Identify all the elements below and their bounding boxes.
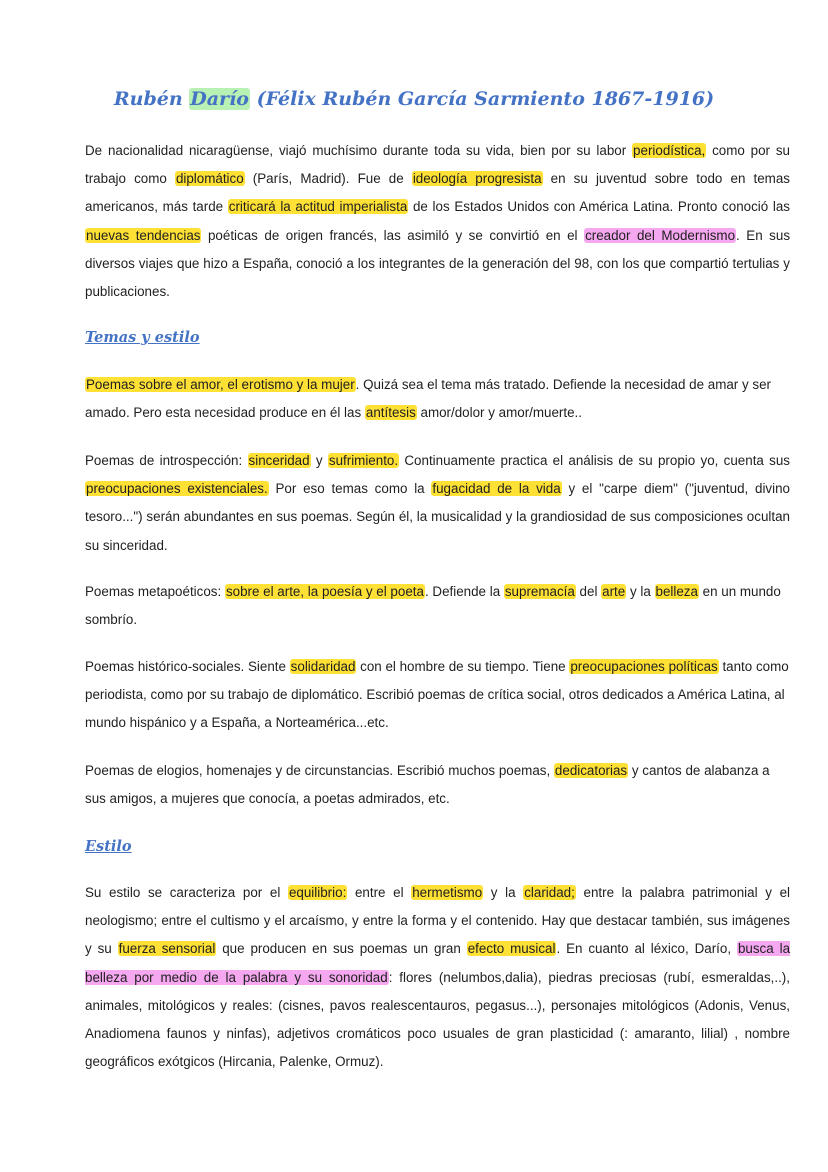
- highlight-arte: arte: [602, 584, 626, 599]
- title-highlight-dario: Darío: [190, 88, 249, 110]
- text-run: que producen en sus poemas un gran: [216, 941, 467, 957]
- text-run: como por su trabajo como: [85, 143, 790, 187]
- text-run: . En sus diversos viajes que hizo a España, conoció a los integrantes de la generación del 98, con los que compartió tertulias y publicaciones.: [85, 227, 791, 300]
- text-run: Poemas metapoéticos:: [85, 584, 225, 599]
- highlight-preocupaciones-existenciales: preocupaciones existenciales.: [86, 481, 268, 497]
- paragraph-introspeccion: [85, 447, 790, 560]
- text-run: . En cuanto al léxico, Darío,: [556, 941, 737, 957]
- text-run: . Quizá sea el tema más tratado. Defiende la necesidad de amar y ser amado. Pero esta necesidad produce en él las: [85, 377, 771, 421]
- highlight-busca-belleza: busca la belleza por medio de la palabra y su sonoridad: [85, 941, 791, 985]
- text-run: en su juventud sobre todo en temas americanos, más tarde: [85, 171, 790, 215]
- highlight-dedicatorias: dedicatorias: [554, 763, 628, 778]
- paragraph-amor: [85, 371, 790, 427]
- page-title: [0, 84, 828, 114]
- text-run: (París, Madrid). Fue de: [244, 171, 412, 187]
- text-run: De nacionalidad nicaragüense, viajó muchísimo durante toda su vida, bien por su labor: [85, 143, 633, 158]
- text-run: entre el: [347, 885, 412, 900]
- text-run: y cantos de alabanza a sus amigos, a mujeres que conocía, a poetas admirados, etc.: [85, 763, 770, 807]
- text-run: amor/dolor y amor/muerte..: [416, 405, 582, 421]
- highlight-solidaridad: solidaridad: [290, 659, 356, 674]
- text-run: poéticas de origen francés, las asimiló y se convirtió en el: [201, 227, 585, 243]
- text-run: . Defiende la: [424, 584, 504, 599]
- paragraph-elogios: [85, 757, 790, 813]
- highlight-preocupaciones-politicas: preocupaciones políticas: [570, 659, 718, 674]
- highlight-belleza: belleza: [655, 584, 698, 599]
- highlight-fuerza-sensorial: fuerza sensorial: [118, 941, 216, 957]
- paragraph-estilo: [85, 879, 790, 1076]
- highlight-imperialista: criticará la actitud imperialista: [228, 199, 408, 215]
- highlight-fugacidad: fugacidad de la vida: [432, 481, 561, 497]
- title-fullname: (Félix Rubén García Sarmiento 1867-1916): [249, 88, 715, 110]
- text-run: Por eso temas como la: [268, 481, 432, 497]
- title-name: Rubén: [113, 88, 190, 110]
- text-run: : flores (nelumbos,dalia), piedras preciosas (rubí, esmeraldas,..), animales, mitológicos y reales: (cisnes, pavos realescentauros, pegasus...), personajes mitológicos (Adonis, Venus, Anadiomena faunos y ninfas), adjetivos cromáticos poco usuales de gran plasticidad (: amaranto, lilial) , nombre geográficos exótgicos (Hircania, Palenke, Ormuz).: [85, 969, 790, 1070]
- highlight-sinceridad: sinceridad: [248, 453, 310, 468]
- text-run: Su estilo se caracteriza por el: [85, 885, 288, 900]
- highlight-amor: Poemas sobre el amor, el erotismo y la mujer: [86, 377, 355, 392]
- highlight-sufrimiento: sufrimiento.: [328, 453, 399, 468]
- highlight-hermetismo: hermetismo: [412, 885, 483, 900]
- text-run: del: [575, 584, 602, 599]
- highlight-efecto-musical: efecto musical: [467, 941, 556, 957]
- paragraph-historico: [85, 653, 790, 738]
- section-heading-estilo: Estilo: [85, 838, 132, 855]
- text-run: con el hombre de su tiempo. Tiene: [356, 659, 570, 674]
- highlight-diplomatico: diplomático: [175, 171, 244, 187]
- highlight-arte-poesia: sobre el arte, la poesía y el poeta: [225, 584, 424, 599]
- text-run: y la: [483, 885, 524, 900]
- highlight-antitesis: antítesis: [365, 405, 416, 421]
- highlight-creador-modernismo: creador del Modernismo: [585, 227, 736, 243]
- text-run: Poemas de introspección:: [85, 453, 248, 468]
- text-run: Poemas histórico-sociales. Siente: [85, 659, 290, 674]
- highlight-ideologia: ideología progresista: [412, 171, 542, 187]
- paragraph-metapoeticos: [85, 578, 790, 634]
- text-run: Continuamente practica el análisis de su propio yo, cuenta sus: [399, 453, 790, 468]
- highlight-supremacia: supremacía: [504, 584, 575, 599]
- highlight-claridad: claridad;: [524, 885, 575, 900]
- text-run: de los Estados Unidos con América Latina. Pronto conoció las: [408, 199, 790, 215]
- intro-paragraph: [85, 137, 790, 306]
- text-run: tanto como periodista, como por su trabajo de diplomático. Escribió poemas de crítica social, otros dedicados a América Latina, al mundo hispánico y a España, a Norteamérica...etc.: [85, 659, 789, 731]
- text-run: y la: [626, 584, 655, 599]
- highlight-periodistica: periodística,: [633, 143, 706, 158]
- text-run: y: [310, 453, 328, 468]
- highlight-equilibrio: equilibrio:: [288, 885, 347, 900]
- text-run: en un mundo sombrío.: [85, 584, 781, 628]
- text-run: y el "carpe diem" ("juventud, divino tesoro...") serán abundantes en sus poemas. Según él, la musicalidad y la grandiosidad de sus composiciones ocultan su sinceridad.: [85, 481, 790, 553]
- text-run: entre la palabra patrimonial y el neologismo; entre el cultismo y el arcaísmo, y entre la forma y el contenido. Hay que destacar también, sus imágenes y su: [85, 885, 790, 957]
- highlight-nuevas-tendencias: nuevas tendencias: [86, 227, 201, 243]
- section-heading-temas: Temas y estilo: [85, 329, 200, 346]
- text-run: Poemas de elogios, homenajes y de circunstancias. Escribió muchos poemas,: [85, 763, 554, 778]
